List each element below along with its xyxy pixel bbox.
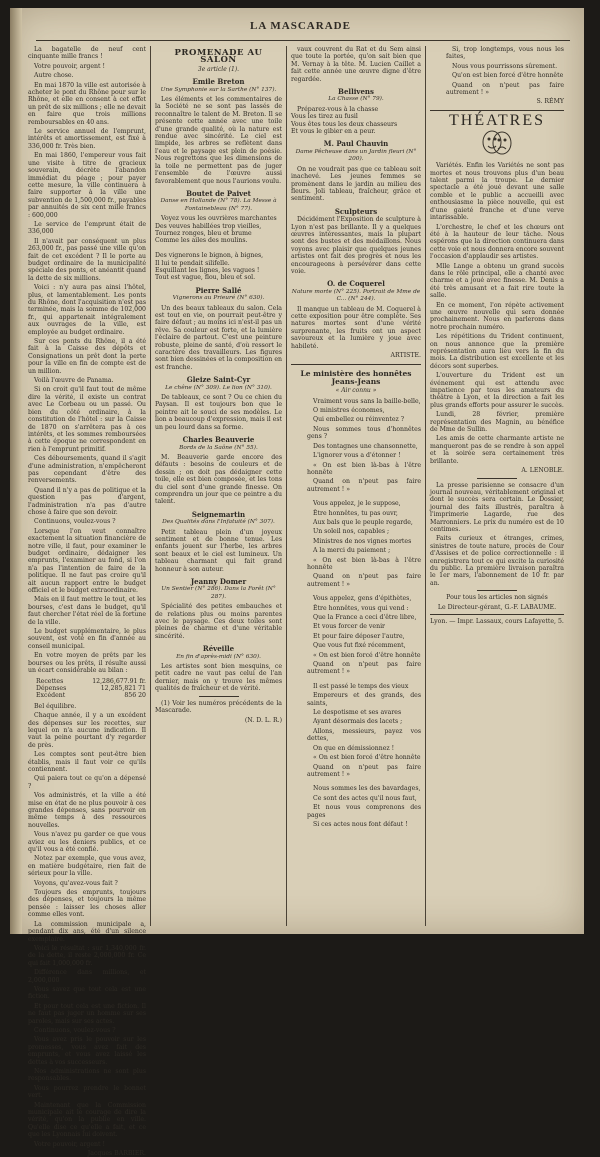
paragraph: En mai 1860, l'empereur vous fait une visite à titre de gracieux souverain, décrète l'abandon immédiat du péage ; pour payer cette mesure, la ville continuera à faire supporter à la ville une subvention de 1,500,000 fr., payables par annuités de six cent mille francs : 600,000 <box>28 152 146 219</box>
song-line: Être honnêtes, vous qui vend : <box>313 604 409 612</box>
song-line: Quand on n'peut pas faire autrement ! » <box>307 573 421 588</box>
paragraph: La presse parisienne se consacre d'un journal nouveau, véritablement original et dont le succès sera certain. Le Dossier, journal des faits illustrés, paraîtra à l'imprimerie Lagarde, rue des Marronniers. Le prix du numéro est de 10 centimes. <box>430 481 564 533</box>
song-line: Un soleil nos, capables ; <box>313 528 390 536</box>
article-artist: Réveille <box>202 644 235 654</box>
column-divider <box>425 46 426 926</box>
article-work: Des Qualités dans l'Infatuité (N° 307). <box>162 519 275 526</box>
article-artist: Jeanny Domer <box>190 577 247 586</box>
song-air: « Air connu » <box>335 387 377 395</box>
song-line: Vous appelez, je le suppose, <box>313 500 401 508</box>
article-work: Le chêne (N° 309). Le lion (N° 310). <box>165 384 272 391</box>
salon-cont-text: vaux couvrent du Rat et du Sem ainsi que toute la portée, qu'on sait bien que M. Vernay à la tête. M. Lucien Caillet a fait cette année une œuvre digne d'être regardée. <box>291 46 421 83</box>
article-work: Vignerons au Prieuré (N° 630). <box>172 295 265 302</box>
song-line: Il est passé le temps des vieux <box>313 682 409 690</box>
budget-row <box>36 678 146 685</box>
article-text: Un des beaux tableaux du salon. Cela est tout en vie, on pourrait peut-être y faire défaut ; au moins ici n'est-il pas un rêve. Sa couleur est forte, et la lumière l'éclaire de partout. C'est une peinture robuste, pleine de santé, d'où ressort le caractère des travailleurs. Les figures sont bien dessinées et la composition en est franche. <box>155 304 282 371</box>
song-line: Le despotisme et ses avares <box>313 709 402 717</box>
song-line: A la merci du paiement ; <box>313 547 391 555</box>
article-work: En fin d'après-midi (N° 630). <box>176 653 261 660</box>
paragraph: Continuons, voulez-vous ? <box>34 1026 116 1034</box>
page-binding-edge <box>10 8 22 934</box>
column-divider <box>286 46 287 926</box>
footnote-rule <box>199 696 239 697</box>
song-line: O ministres économes, <box>313 407 385 415</box>
salon-signature: (N. D. L. R.) <box>244 716 282 724</box>
paragraph: En ce moment, l'on répète activement une œuvre nouvelle qui sera donnée prochainement. Nous en parlerons dans notre prochain numéro. <box>430 301 564 331</box>
article-artist: Gleize Saint-Cyr <box>186 375 251 385</box>
song-line: Être honnêtes, tu pas ouvr, <box>313 509 398 517</box>
budget-value: 856 20 <box>124 692 146 700</box>
budget-row <box>36 692 146 699</box>
article-text: Il manque un tableau de M. Coquerel à cette exposition pour être complète. Ses natures mortes sont d'une vérité surprenante, les fruits ont un aspect savoureux et la lumière y joue avec habileté. <box>291 305 421 350</box>
column-divider <box>150 46 151 926</box>
song-verses <box>291 398 421 836</box>
paragraph: L'ouverture du Trident est un événement qui est attendu avec impatience par tous les amateurs du théâtre à Lyon, et la direction a fait les plus grands efforts pour assurer le succès. <box>430 372 564 409</box>
budget-label: Recettes <box>36 677 64 685</box>
paragraph: Les répétitions du Trident continuent, on nous annonce que la première représentation aura lieu vers la fin du mois. La distribution est excellente et les décors sont superbes. <box>430 333 564 370</box>
paragraph: Votre pouvoir, argent ! <box>34 1140 105 1148</box>
paragraph: Chaque année, il y a un excédent des dépenses sur les recettes, sur lequel on n'a aucune indication. Il vaut la peine pourtant d'y regarder de près. <box>28 712 146 749</box>
song-line: Vraiment vous sans la baille-belle, <box>313 397 421 405</box>
article-work: Un Sentier (N° 286). Dans la Forêt (N° 287). <box>161 586 276 600</box>
article-artist: Seignemartin <box>191 509 246 519</box>
paragraph: Différence dans millions, et 2,000,000 <box>28 969 146 984</box>
paragraph: Nos administrations ne sont plus responsables. <box>28 1068 146 1083</box>
article-text: Les éléments et les commentaires de la Société ne se sont pas lassés de reconnaître le talent de M. Breton. Il se présente cette année avec une toile d'une grande qualité, où la nature est rendue avec sincérité. Le ciel est limpide, les arbres se reflètent dans l'eau et le paysage est plein de poésie. Nous regrettons que les dimensions de la toile ne permettent pas de juger l'ensemble de l'œuvre aussi favorablement que nous l'aurions voulu. <box>155 96 282 185</box>
paragraph: Si on croit qu'il faut tout de même dire la vérité, il existe un contrat avec Le Corbeau ou un passé. Ou bien du côté ordinaire, à la constitution de l'hôtel : sur la Caisse de 1870 on s'arrêtera pas à ces intérêts, et les sommes remboursées à cette époque ne correspondent en rien à l'emprunt primitif. <box>28 386 146 453</box>
song-line: « On est bien forcé d'être honnête <box>313 651 421 659</box>
song-line: Qu'on est bien forcé d'être honnête <box>452 72 564 80</box>
column-editorial <box>28 46 146 1157</box>
article-text: Les artistes sont bien mesquins, ce petit cadre ne vaut pas celui de l'an dernier, mais on y trouve les mêmes qualités de fraîcheur et de vérité. <box>155 663 282 693</box>
salon-articles <box>155 78 282 692</box>
song-line: Que vous fut fixé récemment, <box>313 642 406 650</box>
song-line: Si, trop longtemps, vous nous les faites, <box>446 46 564 61</box>
article-text: Décidément l'Exposition de sculpture à Lyon n'est pas brillante. Il y a quelques œuvres intéressantes, mais la plupart sont des bustes et des médaillons. Nous voyons avec plaisir que quelques jeunes artistes ont fait des progrès et nous les encourageons à persévérer dans cette voie. <box>291 216 421 275</box>
paragraph: Lorsque l'on veut connaître exactement la situation financière de notre ville, il faut, pour examiner le budget ordinaire, dédaigner les emprunts, l'examiner au fond, si l'on n'a pas l'intention de faire de la politique. Il ne faut pas croire qu'il ait aucun rapport entre le budget officiel et le budget extraordinaire. <box>28 527 146 595</box>
song-line: Quand on n'peut pas faire autrement ! » <box>307 763 421 778</box>
song-line: Qui embellez ou réinventez ? <box>313 416 405 424</box>
paragraph: Faits curieux et étranges, crimes, sinistres de toute nature, procès de Cour d'Assises et de police correctionnelle : il enregistrera tout ce qui excite la curiosité du public. La première livraison paraîtra le 1er mars, l'abonnement de 10 fr. par an. <box>430 535 564 587</box>
paragraph: Vous pourrez prendre le bonnet vert. <box>28 1084 146 1100</box>
paragraph: Continuons, voulez-vous ? <box>34 518 116 526</box>
paragraph: Autre chose. <box>34 72 74 80</box>
paragraph: Vos administrés, et la ville a été mise en état de ne plus pouvoir à ces grandes dépenses, sans pourvoir en même temps à des ressources nouvelles. <box>28 792 146 829</box>
song-rule <box>291 364 421 365</box>
song-line: Quand on n'peut pas faire autrement ! » <box>307 661 421 676</box>
song-line: « On est bien là-bas à l'être honnête <box>307 556 421 571</box>
paragraph: La bagatelle de neuf cent cinquante mille francs ! <box>28 46 146 61</box>
paragraph: Le budget supplémentaire, le plus souvent, est voté en fin d'année au conseil municipal. <box>28 628 146 650</box>
paragraph: Lundi, 28 février, première représentation des Magnin, au bénéfice de Mme de Sullin. <box>430 411 564 434</box>
theatre-signature: A. LENOBLE. <box>521 467 564 475</box>
song-line: Nous sommes les des bavardages, <box>313 785 421 793</box>
paragraph: Quand il n'y a pas de politique et la question pas d'argent, l'administration n'a pas d'autre chose à faire que son devoir. <box>28 486 146 516</box>
unsigned-notice: Pour tous les articles non signés <box>446 594 548 602</box>
paragraph: En votre moyen de prêts par les bourses ou les prêts, il résulte aussi un écart considérable au bilan : <box>28 652 146 675</box>
article-work: Danse en Hollande (N° 78). La Messe à Fontainebleau (N° 77). <box>160 198 277 212</box>
article-artist: O. de Coquerel <box>327 279 385 289</box>
song-line: Empereurs et des grands, des saints, <box>307 692 421 707</box>
song-final-verse <box>430 46 564 96</box>
page-header <box>50 20 564 38</box>
song-line: L'ignorer vous a d'étonner ! <box>313 452 401 460</box>
paragraph: Et pour tout cela est une fiction. Il ne faut pas juger un homme sur ses paroles, mais sur ses actes. <box>28 1002 146 1025</box>
song-line: Et nous vous comprenons des pages <box>307 804 421 819</box>
paragraph: Vous n'avez pu garder ce que vous aviez eu les deniers publics, et ce qu'il vous a été confié. <box>28 831 146 854</box>
paragraph: Les amis de cette charmante artiste ne manqueront pas de se rendre à son appel et la soirée sera certainement très brillante. <box>430 435 564 465</box>
song-line: Quand on n'peut pas faire autrement ! » <box>307 478 421 493</box>
paragraph: Voyons, qu'avez-vous fait ? <box>34 879 118 887</box>
salon-cont-signature: ARTISTE. <box>390 352 421 360</box>
song-line: Que la France a ceci d'être libre, <box>313 614 417 621</box>
salon-title: PROMENADE AU SALON <box>174 48 263 66</box>
paragraph: Mlle Lange a obtenu un grand succès dans le rôle principal, elle a chanté avec charme et a joué avec finesse. M. Denis a été très amusant et a fait rire toute la salle. <box>430 262 564 300</box>
article-text: Préparez-vous à la chasse Vous les tirez au fusil Vous êtes tous les deux chasseurs Et vous le gibier en a peur. <box>291 105 398 136</box>
article-work: Nature morte (N° 225). Portrait de Mme de C... (N° 244). <box>291 288 421 303</box>
song-line: Vous appelez, gens d'épithètes, <box>313 595 412 603</box>
paragraph: En mai 1870 la ville est autorisée à acheter le pont du Rhône pour sur le Rhône, et elle en consent à cet effet un prêt de six millions ; elle ne devait en faire que trois millions remboursables en 40 ans. <box>28 81 146 126</box>
printer-line: Lyon. — Impr. Lassaux, cours Lafayette, 5. <box>430 618 564 625</box>
paragraph: Les comptes sont peut-être bien établis, mais il faut voir ce qu'ils contiennent. <box>28 751 146 773</box>
paragraph: Il n'avait par conséquent un plus 263,000 fr., pas passé une ville qu'on fait de cet excédent ? Il le porte au budget ordinaire de la municipalité spéciale des ponts, et anéantit quand la dette de six millions. <box>28 237 146 282</box>
column-salon-cont <box>291 46 421 926</box>
song-line: Nous sommes tous d'honnêtes gens ? <box>307 425 421 441</box>
editorial-paragraphs <box>28 46 146 675</box>
article-text: De tableaux, ce sont ? Ou ce chien du Paysan. Il est toujours bon que le peintre ait le souci de ses modèles. Le lion a beaucoup d'expression, mais il est un peu lourd dans sa forme. <box>155 394 282 431</box>
article-artist: Bellivens <box>338 87 374 97</box>
paragraph: Votre pouvoir, argent ! <box>34 62 105 70</box>
paragraph: Voici le résultat : sur 1,340,000 fr. de la dette, il reste 2,000,000 fr. Ce qui fait 1,000,000 fr. <box>28 944 146 967</box>
theatre-reviews <box>430 162 564 465</box>
editorial-paragraphs-2 <box>28 703 146 1148</box>
article-artist: Charles Beauverie <box>182 435 255 445</box>
song-line: Des tontagnes une chansonnette, <box>313 442 418 450</box>
song-line: Nous vous pourrissons sûrement. <box>452 62 558 70</box>
notice-rule <box>477 478 517 479</box>
theatre-mask-icon <box>479 128 515 158</box>
article-artist: M. Paul Chauvin <box>323 139 389 149</box>
paragraph: Ces déboursements, quand il s'agit d'une administration, n'empêcheront pas cependant d'être des renversements. <box>28 455 146 485</box>
paragraph: Voici : n'y aura pas ainsi l'hôtel, plus, et lamentablement. Les ponts du Rhône, dont l'acquisition n'est pas terminée, mais la somme de 102,000 fr., qui appartenait intégralement aux ouvrages de la ville, est employée au budget ordinaire. <box>28 284 146 336</box>
paragraph: Vous savez que tout cela est une fiction. <box>28 985 146 1001</box>
song-line: Allons, messieurs, payez vos dettes, <box>307 727 421 743</box>
article-artist: Sculpteurs <box>334 206 378 216</box>
article-text: Petit tableau plein d'un joyeux sentiment et de bonne tenue. Les enfants jouent sur l'herbe, les arbres sont beaux et le ciel est lumineux. Un tableau charmant qui fait grand honneur à son auteur. <box>155 528 282 573</box>
article-artist: Boutet de Paivet <box>186 188 251 198</box>
paragraph: Qui paiera tout ce qu'on a dépensé ? <box>28 775 146 790</box>
printer-rule <box>430 614 564 615</box>
press-notice <box>430 482 564 588</box>
budget-label: Excédent <box>36 692 66 700</box>
article-work: Dame Pêcheuse dans un Jardin fleuri (N° 200). <box>295 148 417 163</box>
paragraph: Notez par exemple, que vous avez, en matière budgétaire, rien fait de sérieux pour la ville. <box>28 855 146 878</box>
paragraph: Le service de l'emprunt était de 336,000 <box>28 220 146 236</box>
paragraph: Maintenant que la Commission municipale ait le courage de dire la vérité, qu'on la publie en ville. Qu'elle dise ce qu'elle a fait, et ce que les Lyonnais lui doivent. <box>28 1101 146 1139</box>
paragraph: Sur ces ponts du Rhône, il a été fait à la Caisse des dépôts et Consignations un prêt dont la perte pour la ville en fin de compte est de un million. <box>28 338 146 375</box>
song-line: Aux bals que le peuple regarde, <box>313 518 413 526</box>
song-signature: S. RÉMY <box>536 98 564 106</box>
article-text: Voyez vous les ouvrières marchantes Des veuves habillées trop vieilles, Tournez ronges, bleu et brume Comme les ailes des moulins. Des vignerons le bignon, à bignes, Il lui te pendait silifelle. Esquillant les lignes, les vagues ! Tout est vague, flou, bleu et sol. <box>155 215 277 282</box>
article-text: Spécialité des petites embauches et de relations plus ou moins parentes avec le paysage. Ces deux toiles sont pleines de charme et d'une véritable sincérité. <box>155 603 282 640</box>
article-artist: Pierre Sallé <box>195 285 242 295</box>
budget-value: 12,286,677.91 fr. <box>92 677 146 685</box>
song-line: Ce sont des actes qu'il nous faut, <box>313 794 417 802</box>
manager-line: Le Directeur-gérant, G.-F. LABAUME. <box>437 603 557 611</box>
article-work: La Chasse (N° 79). <box>328 96 384 103</box>
song-line: On que en démissionnez ! <box>313 744 395 752</box>
column-theatres <box>430 46 564 926</box>
article-artist: Emile Breton <box>192 77 245 87</box>
song-line: « On est bien forcé d'être honnête <box>313 754 421 762</box>
paragraph: Bel équilibre. <box>34 702 77 710</box>
paragraph: Variétés. Enfin les Variétés ne sont pas mortes et nous trouvons plus d'un beau talent parmi la troupe. Le dernier spectacle a été joué devant une salle comble et le public a accueilli avec enthousiasme la pièce nouvelle, qui est d'une gaieté franche et d'une verve intarissable. <box>430 162 564 222</box>
theatres-title: THÉATRES <box>449 111 545 129</box>
paragraph: Voilà l'œuvre de Panama. <box>34 377 114 385</box>
song-line: Ayant désormais des lacets ; <box>313 718 403 726</box>
footer-rule <box>477 590 517 591</box>
paragraph: L'orchestre, le chef et les chœurs ont été à la hauteur de leur tâche. Nous espérons que la direction continuera dans cette voie et nous donnera encore souvent l'occasion d'applaudir ses artistes. <box>430 223 564 261</box>
paragraph: Toujours des emprunts, toujours des dépenses, et toujours la même pensée : laisser les choses aller comme elles vont. <box>28 889 146 919</box>
song-line: Et pour faire déposer l'autre, <box>313 632 405 640</box>
budget-table <box>36 678 146 700</box>
masthead: LA MASCARADE <box>250 20 351 32</box>
salon-footnote: (1) Voir les numéros précédents de la Mascarade. <box>155 699 282 715</box>
song-line: Et vous forcer de venir <box>313 623 386 631</box>
song-title: Le ministère des honnêtes Jeans-Jeans <box>300 369 412 386</box>
newspaper-page <box>10 8 584 1157</box>
article-text: M. Beauverie garde encore des défauts : besoins de couleurs et de dessin ; on doit pas dédaigner cette toile, elle est bien composée, et les tons du ciel sont d'une grande finesse. On comprendra un jour que ce peintre a du talent. <box>155 453 282 506</box>
article-text: On ne voudrait pas que ce tableau soit inachevé. Les jeunes femmes se promènent dans le jardin au milieu des fleurs. Joli tableau, fraîcheur, grâce et sentiment. <box>291 165 421 203</box>
budget-value: 12,285,821 71 <box>100 684 146 692</box>
paragraph: Le service annuel de l'emprunt, intérêts et amortissement, est fixé à 336,000 fr. Très bien. <box>28 128 146 150</box>
song-line: « On est bien là-bas à l'être honnête <box>307 461 421 476</box>
header-rule <box>36 40 570 41</box>
budget-label: Dépenses <box>36 684 67 692</box>
song-line: Si ces actes nous font défaut ! <box>313 820 408 828</box>
article-work: Bords de la Saône (N° 55). <box>179 444 258 451</box>
salon-cont-articles <box>291 88 421 350</box>
salon-subtitle: 3e article (1). <box>197 65 240 73</box>
budget-row <box>36 685 146 692</box>
article-work: Une Symphonie sur la Sarthe (N° 137). <box>160 86 277 93</box>
verse-gap <box>291 830 421 835</box>
column-salon <box>155 46 282 926</box>
song-line: Quand on n'peut pas faire autrement ! » <box>446 81 564 97</box>
theatre-rule <box>430 110 564 111</box>
paragraph: Vous avez pris le pouvoir sur les promesses, vous avez fait des emprunts, et vous avez laissé les dettes à vos successeurs. <box>28 1036 146 1066</box>
paragraph: Mais en il faut mettre le tout, et les bourses, c'est dans le budget, qu'il faut chercher l'état réel de la fortune de la ville. <box>28 596 146 626</box>
song-line: Ministres de nos vignes mortes <box>313 537 412 545</box>
editorial-signature: Jacques BARBIER. <box>87 1150 146 1157</box>
paragraph: La commission municipale a, pendant dix ans, été d'un silence exemplaire. <box>28 920 146 943</box>
